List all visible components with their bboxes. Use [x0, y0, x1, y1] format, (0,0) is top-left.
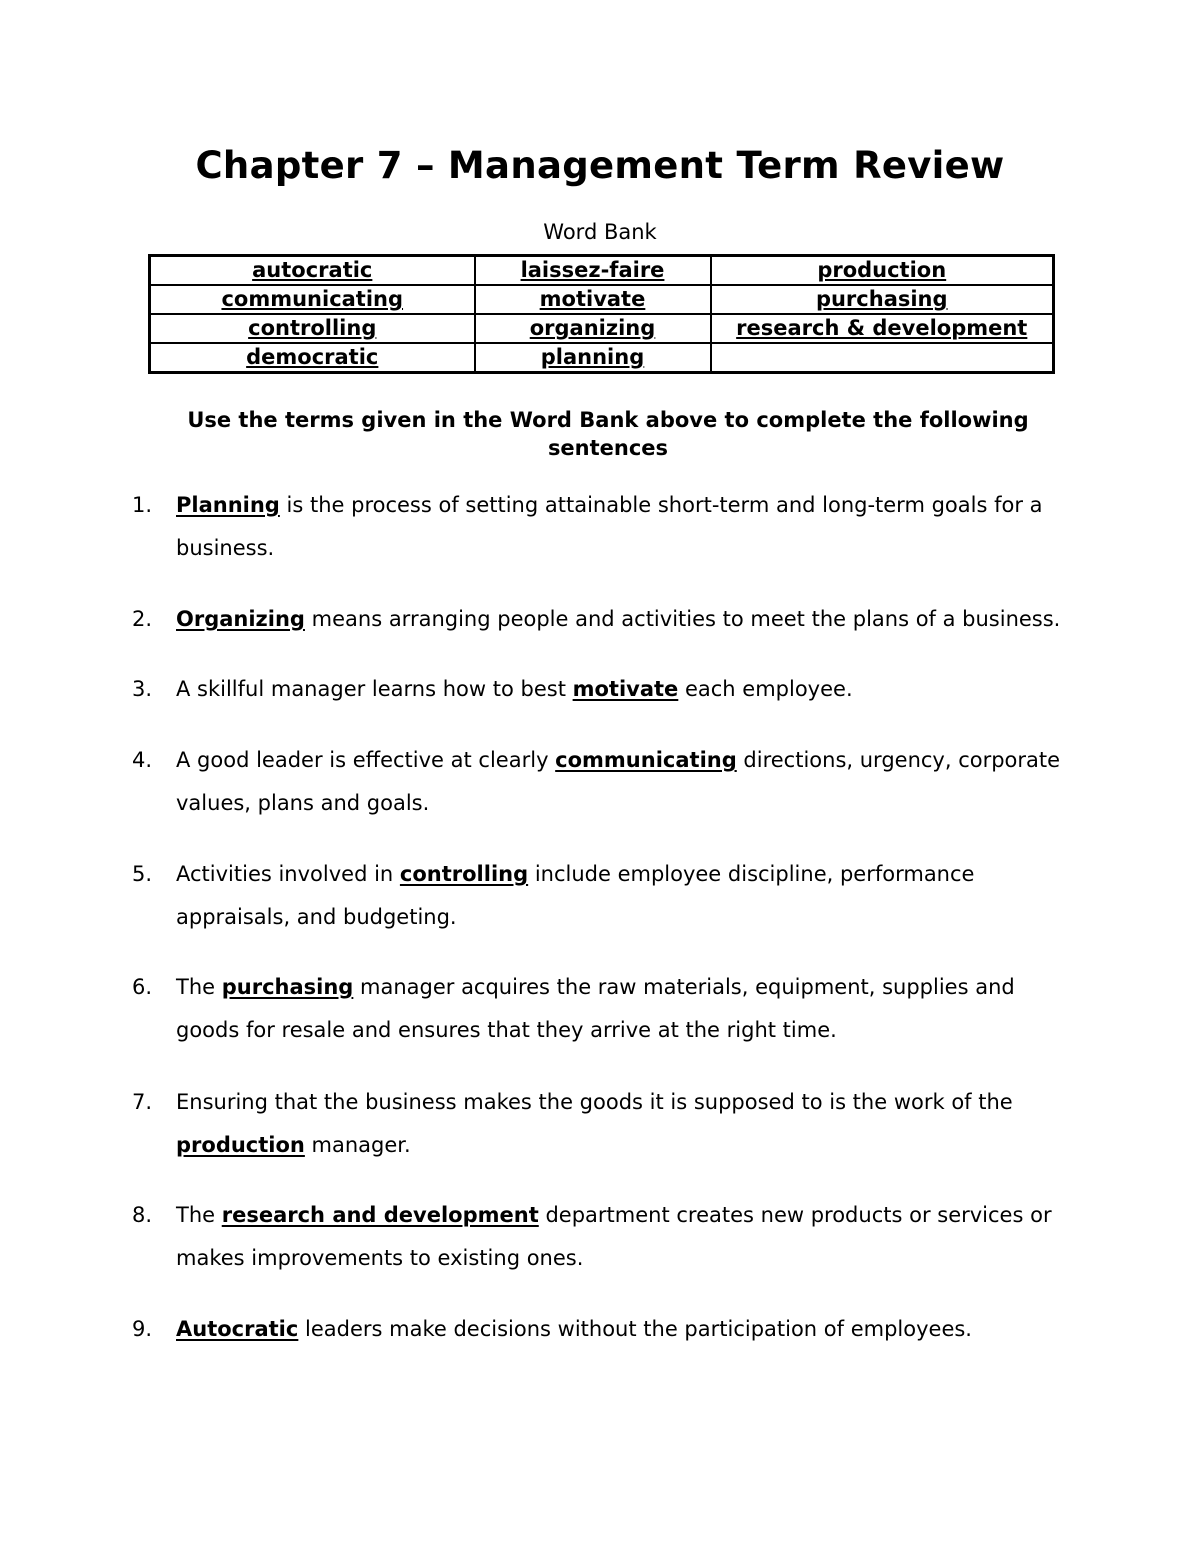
item-number: 1. [132, 493, 153, 517]
answer-term: motivate [572, 677, 679, 701]
sentence-after: include employee discipline, performance appraisals, and budgeting. [176, 862, 975, 929]
sentence-before: A good leader is effective at clearly [176, 748, 556, 772]
item-number: 5. [132, 862, 153, 886]
answer-term: purchasing [221, 975, 354, 999]
sentence-after: directions, urgency, corporate values, plans and goals. [176, 748, 1061, 815]
item-number: 8. [132, 1203, 153, 1227]
item-number: 3. [132, 677, 153, 701]
sentence-before: Ensuring that the business makes the goods it is supposed to is the work of the [176, 1090, 1013, 1114]
item-number: 2. [132, 607, 153, 631]
word-bank-term: organizing [475, 314, 711, 343]
item-sentence [176, 668, 1072, 711]
sentence-after: manager acquires the raw materials, equipment, supplies and goods for resale and ensures that they arrive at the right time. [176, 975, 1015, 1042]
item-sentence [176, 1081, 1072, 1167]
word-bank-term: autocratic [150, 256, 475, 286]
word-bank-row [150, 314, 1054, 343]
sentence-after: each employee. [678, 677, 853, 701]
sentence-before: Activities involved in [176, 862, 400, 886]
word-bank-term: motivate [475, 285, 711, 314]
word-bank-term: controlling [150, 314, 475, 343]
word-bank-empty-cell [711, 343, 1054, 373]
item-number: 4. [132, 748, 153, 772]
sentence-after: department creates new products or services or makes improvements to existing ones. [176, 1203, 1052, 1270]
answer-term: controlling [399, 862, 529, 886]
word-bank-row [150, 343, 1054, 373]
answer-term: communicating [555, 748, 737, 772]
list-item [132, 598, 1072, 641]
item-sentence [176, 1194, 1072, 1280]
sentence-after: manager. [304, 1133, 411, 1157]
word-bank-term: research & development [711, 314, 1054, 343]
item-sentence [176, 484, 1072, 570]
list-item [132, 1194, 1072, 1280]
word-bank-row [150, 285, 1054, 314]
word-bank-term: communicating [150, 285, 475, 314]
sentence-before: A skillful manager learns how to best [176, 677, 573, 701]
list-item [132, 739, 1072, 825]
list-item [132, 1308, 1072, 1351]
answer-term: Autocratic [176, 1317, 299, 1341]
word-bank-term: purchasing [711, 285, 1054, 314]
item-sentence [176, 853, 1072, 939]
answer-term: production [176, 1133, 305, 1157]
word-bank-term: democratic [150, 343, 475, 373]
sentence-before: The [176, 1203, 222, 1227]
word-bank-term: planning [475, 343, 711, 373]
page-title: Chapter 7 – Management Term Review [195, 144, 1005, 187]
item-number: 6. [132, 975, 153, 999]
answer-term: Organizing [176, 607, 305, 631]
word-bank-term: production [711, 256, 1054, 286]
list-item [132, 966, 1072, 1052]
answer-term: Planning [176, 493, 280, 517]
item-sentence [176, 966, 1072, 1052]
item-sentence [176, 739, 1072, 825]
word-bank-row [150, 256, 1054, 286]
word-bank-term: laissez-faire [475, 256, 711, 286]
instructions: Use the terms given in the Word Bank above to complete the following sentences [187, 408, 1029, 460]
item-sentence [176, 1308, 1072, 1351]
list-item [132, 1081, 1072, 1167]
list-item [132, 853, 1072, 939]
item-sentence [176, 598, 1072, 641]
word-bank-label: Word Bank [543, 220, 657, 244]
item-number: 7. [132, 1090, 153, 1114]
answer-term: research and development [221, 1203, 539, 1227]
item-number: 9. [132, 1317, 153, 1341]
sentence-before: The [176, 975, 222, 999]
sentence-after: means arranging people and activities to meet the plans of a business. [304, 607, 1061, 631]
list-item [132, 668, 1072, 711]
list-item [132, 484, 1072, 570]
word-bank-table [148, 254, 1055, 374]
sentence-after: leaders make decisions without the participation of employees. [298, 1317, 972, 1341]
sentence-after: is the process of setting attainable short-term and long-term goals for a business. [176, 493, 1043, 560]
